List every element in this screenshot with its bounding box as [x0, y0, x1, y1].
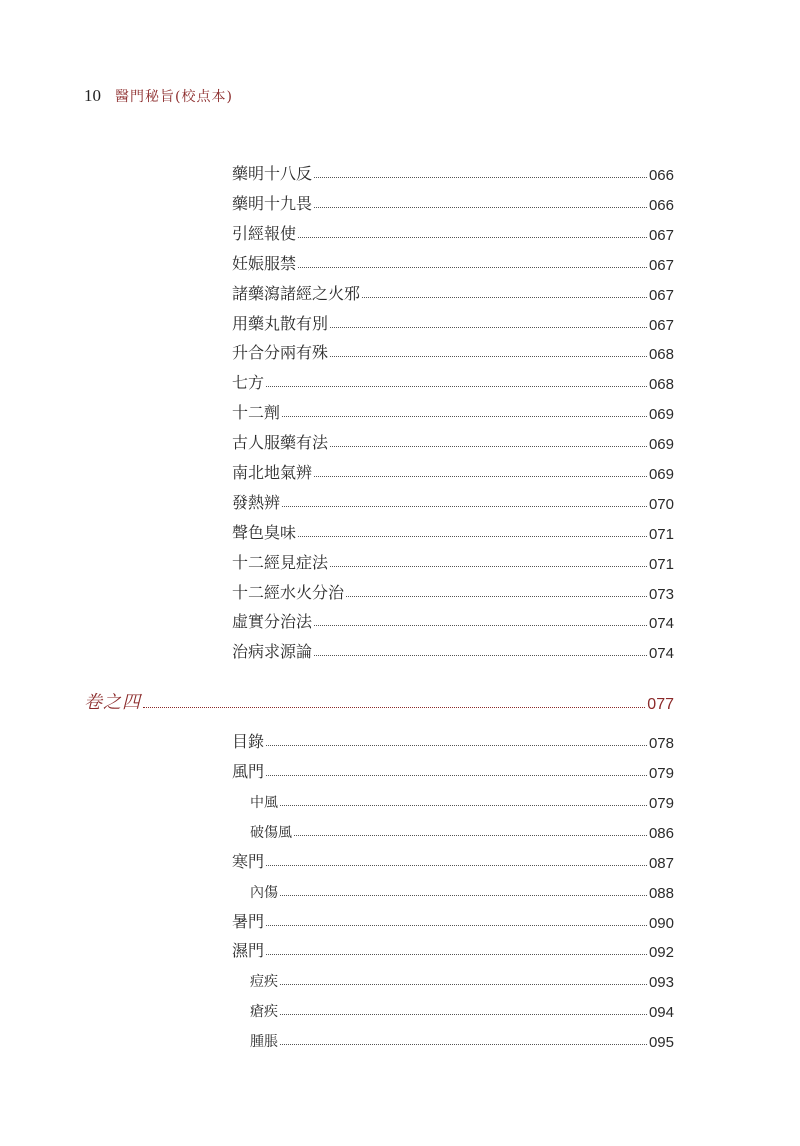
entry-page-number: 079: [648, 795, 674, 812]
entry-page-number: 079: [648, 765, 674, 782]
entry-title: 中風: [250, 795, 278, 811]
dot-leader: [314, 177, 647, 178]
dot-leader: [330, 327, 647, 328]
entry-page-number: 074: [648, 615, 674, 632]
toc-row: [232, 728, 674, 752]
entry-page-number: 069: [648, 436, 674, 453]
toc-row: [232, 788, 674, 812]
entry-page-number: 073: [648, 586, 674, 603]
entry-title: 妊娠服禁: [232, 254, 297, 273]
entry-title: 用藥丸散有別: [232, 314, 329, 333]
toc-row: [232, 220, 674, 244]
entry-title: 濕門: [232, 941, 265, 960]
entry-title: 十二經見症法: [232, 553, 329, 572]
toc-row: [232, 937, 674, 961]
toc-row: [232, 190, 674, 214]
toc-row: [232, 250, 674, 274]
entry-title: 破傷風: [250, 825, 292, 841]
dot-leader: [298, 237, 647, 238]
entry-title: 升合分兩有殊: [232, 343, 329, 362]
entry-title: 七方: [232, 373, 265, 392]
dot-leader: [280, 895, 647, 896]
entry-page-number: 068: [648, 376, 674, 393]
entry-page-number: 077: [647, 696, 674, 713]
entry-page-number: 069: [648, 406, 674, 423]
toc-row: [232, 369, 674, 393]
entry-title: 發熱辨: [232, 493, 281, 512]
book-title: 醫門秘旨(校点本): [115, 89, 233, 105]
toc-row: [232, 489, 674, 513]
toc-row: [232, 549, 674, 573]
dot-leader: [280, 805, 647, 806]
entry-page-number: 069: [648, 466, 674, 483]
dot-leader: [330, 566, 647, 567]
dot-leader: [282, 416, 647, 417]
dot-leader: [346, 596, 647, 597]
entry-title: 引經報使: [232, 224, 297, 243]
toc-row: [232, 519, 674, 543]
entry-title: 寒門: [232, 852, 265, 871]
entry-page-number: 067: [648, 257, 674, 274]
entry-title: 十二經水火分治: [232, 583, 345, 602]
entry-page-number: 086: [648, 825, 674, 842]
dot-leader: [266, 745, 647, 746]
chapter-title: 卷之四: [84, 692, 141, 713]
entry-title: 藥明十八反: [232, 164, 313, 183]
toc-row: [232, 878, 674, 902]
dot-leader: [330, 446, 647, 447]
entry-page-number: 095: [648, 1034, 674, 1051]
dot-leader: [298, 536, 647, 537]
entry-page-number: 067: [648, 287, 674, 304]
entry-page-number: 074: [648, 645, 674, 662]
entry-page-number: 087: [648, 855, 674, 872]
entry-page-number: 088: [648, 885, 674, 902]
dot-leader: [143, 707, 645, 708]
dot-leader: [314, 625, 647, 626]
entry-title: 暑門: [232, 912, 265, 931]
dot-leader: [280, 1044, 647, 1045]
toc-row: [232, 399, 674, 423]
dot-leader: [266, 865, 647, 866]
toc-row: [232, 1027, 674, 1051]
entry-page-number: 068: [648, 346, 674, 363]
toc-row: [232, 459, 674, 483]
entry-page-number: 067: [648, 317, 674, 334]
dot-leader: [298, 267, 647, 268]
entry-title: 痘疾: [250, 974, 278, 990]
dot-leader: [266, 925, 647, 926]
chapter-row: [84, 690, 674, 714]
toc-row: [232, 579, 674, 603]
entry-page-number: 090: [648, 915, 674, 932]
entry-page-number: 094: [648, 1004, 674, 1021]
dot-leader: [314, 655, 647, 656]
toc-row: [232, 310, 674, 334]
dot-leader: [330, 356, 647, 357]
toc-row: [232, 160, 674, 184]
toc-row: [232, 967, 674, 991]
dot-leader: [280, 1014, 647, 1015]
entry-page-number: 093: [648, 974, 674, 991]
entry-title: 內傷: [250, 885, 278, 901]
entry-page-number: 071: [648, 526, 674, 543]
page-number: 10: [84, 86, 101, 105]
entry-page-number: 067: [648, 227, 674, 244]
dot-leader: [294, 835, 647, 836]
entry-page-number: 078: [648, 735, 674, 752]
dot-leader: [266, 386, 647, 387]
entry-title: 古人服藥有法: [232, 433, 329, 452]
toc-row: [232, 608, 674, 632]
entry-page-number: 066: [648, 197, 674, 214]
toc-row: [232, 758, 674, 782]
toc-row: [232, 818, 674, 842]
toc-row: [232, 339, 674, 363]
entry-title: 風門: [232, 762, 265, 781]
dot-leader: [282, 506, 647, 507]
entry-title: 南北地氣辨: [232, 463, 313, 482]
entry-page-number: 070: [648, 496, 674, 513]
entry-page-number: 092: [648, 944, 674, 961]
dot-leader: [266, 954, 647, 955]
entry-title: 虛實分治法: [232, 612, 313, 631]
entry-title: 聲色臭味: [232, 523, 297, 542]
running-header: [84, 86, 233, 106]
dot-leader: [266, 775, 647, 776]
entry-title: 腫脹: [250, 1034, 278, 1050]
toc-row: [232, 280, 674, 304]
entry-title: 目錄: [232, 732, 265, 751]
entry-title: 十二劑: [232, 403, 281, 422]
toc-row: [232, 429, 674, 453]
toc-row: [232, 638, 674, 662]
entry-title: 藥明十九畏: [232, 194, 313, 213]
dot-leader: [362, 297, 647, 298]
toc-row: [232, 908, 674, 932]
entry-title: 治病求源論: [232, 642, 313, 661]
dot-leader: [280, 984, 647, 985]
dot-leader: [314, 207, 647, 208]
toc-row: [232, 997, 674, 1021]
toc-row: [232, 848, 674, 872]
entry-title: 諸藥瀉諸經之火邪: [232, 284, 361, 303]
dot-leader: [314, 476, 647, 477]
entry-page-number: 066: [648, 167, 674, 184]
entry-page-number: 071: [648, 556, 674, 573]
entry-title: 瘡疾: [250, 1004, 278, 1020]
